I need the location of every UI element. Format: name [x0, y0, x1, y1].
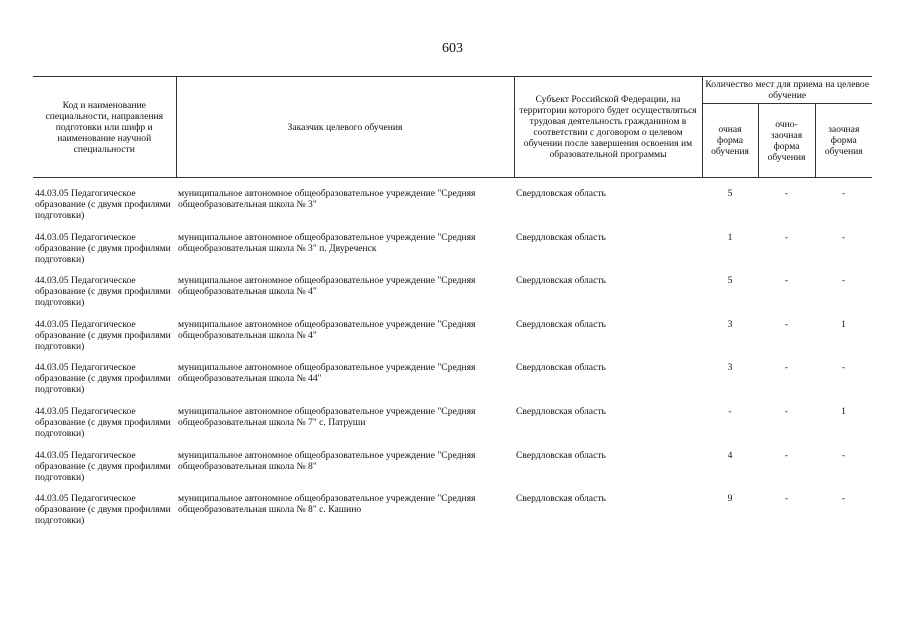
cell-full-time: 3	[727, 362, 733, 374]
cell-full-time: 3	[727, 318, 733, 330]
cell-code: 44.03.05 Педагогическое образование (с двумя профилями подготовки)	[35, 493, 171, 527]
cell-extramural: -	[841, 362, 846, 374]
cell-code: 44.03.05 Педагогическое образование (с двумя профилями подготовки)	[35, 449, 171, 483]
cell-part-time: -	[784, 493, 789, 505]
table-row	[33, 188, 872, 232]
cell-code: 44.03.05 Педагогическое образование (с двумя профилями подготовки)	[35, 188, 171, 221]
cell-customer: муниципальное автономное общеобразовательное учреждение "Средняя общеобразовательная школа № 4"	[178, 318, 476, 341]
table-row	[33, 493, 872, 537]
cell-customer: муниципальное автономное общеобразовательное учреждение "Средняя общеобразовательная школа № 44"	[178, 362, 476, 385]
cell-subject: Свердловская область	[516, 318, 606, 330]
cell-code: 44.03.05 Педагогическое образование (с двумя профилями подготовки)	[35, 318, 171, 352]
header-subject: Субъект Российской Федерации, на территории которого будет осуществляться трудовая деятельность гражданином в соответствии с договором о целевом обучении после завершения освоения им образовательной программы	[514, 77, 702, 178]
cell-subject: Свердловская область	[516, 188, 606, 199]
cell-full-time: 9	[727, 493, 733, 505]
header-full-time: очная форма обучения	[702, 104, 758, 178]
cell-extramural: -	[841, 275, 846, 287]
cell-customer: муниципальное автономное общеобразовательное учреждение "Средняя общеобразовательная школа № 3"	[178, 188, 476, 210]
cell-code: 44.03.05 Педагогическое образование (с двумя профилями подготовки)	[35, 275, 171, 309]
cell-full-time: 5	[727, 275, 733, 287]
cell-extramural: 1	[841, 405, 846, 417]
cell-customer: муниципальное автономное общеобразовательное учреждение "Средняя общеобразовательная школа № 7" с. Патруши	[178, 405, 476, 428]
cell-extramural: -	[841, 493, 846, 505]
target-places-table	[33, 76, 872, 537]
cell-customer: муниципальное автономное общеобразовательное учреждение "Средняя общеобразовательная школа № 8" с. Кашино	[178, 493, 476, 516]
cell-subject: Свердловская область	[516, 275, 606, 287]
cell-code: 44.03.05 Педагогическое образование (с двумя профилями подготовки)	[35, 362, 171, 396]
table-row	[33, 362, 872, 406]
cell-customer: муниципальное автономное общеобразовательное учреждение "Средняя общеобразовательная школа № 4"	[178, 275, 476, 298]
cell-full-time: 1	[727, 231, 733, 243]
cell-extramural: -	[841, 231, 846, 243]
cell-code: 44.03.05 Педагогическое образование (с двумя профилями подготовки)	[35, 231, 171, 265]
cell-customer: муниципальное автономное общеобразовательное учреждение "Средняя общеобразовательная школа № 3" п. Двуреченск	[178, 231, 476, 254]
table-row	[33, 319, 872, 363]
cell-full-time: 5	[727, 188, 733, 199]
cell-customer: муниципальное автономное общеобразовательное учреждение "Средняя общеобразовательная школа № 8"	[178, 449, 476, 472]
page-number: 603	[442, 41, 463, 56]
header-customer: Заказчик целевого обучения	[176, 77, 514, 178]
table-row	[33, 406, 872, 450]
cell-part-time: -	[784, 231, 789, 243]
table-row	[33, 232, 872, 276]
header-places: Количество мест для приема на целевое обучение	[702, 77, 872, 104]
cell-full-time: 4	[727, 449, 733, 461]
cell-subject: Свердловская область	[516, 362, 606, 374]
table-row	[33, 450, 872, 494]
cell-part-time: -	[784, 318, 789, 330]
table-header	[33, 77, 872, 178]
cell-part-time: -	[784, 275, 789, 287]
cell-extramural: -	[841, 188, 846, 199]
cell-extramural: -	[841, 449, 846, 461]
cell-part-time: -	[784, 362, 789, 374]
header-extramural: заочная форма обучения	[815, 104, 872, 178]
cell-subject: Свердловская область	[516, 405, 606, 417]
cell-subject: Свердловская область	[516, 493, 606, 505]
cell-part-time: -	[784, 449, 789, 461]
header-code: Код и наименование специальности, направления подготовки или шифр и наименование научной специальности	[33, 77, 176, 178]
cell-extramural: 1	[841, 318, 846, 330]
cell-part-time: -	[784, 405, 789, 417]
cell-full-time: -	[728, 405, 732, 417]
cell-code: 44.03.05 Педагогическое образование (с двумя профилями подготовки)	[35, 405, 171, 439]
cell-part-time: -	[784, 188, 789, 199]
table-row	[33, 275, 872, 319]
cell-subject: Свердловская область	[516, 231, 606, 243]
table-body	[33, 178, 872, 537]
header-part-time: очно-заочная форма обучения	[758, 104, 815, 178]
cell-subject: Свердловская область	[516, 449, 606, 461]
